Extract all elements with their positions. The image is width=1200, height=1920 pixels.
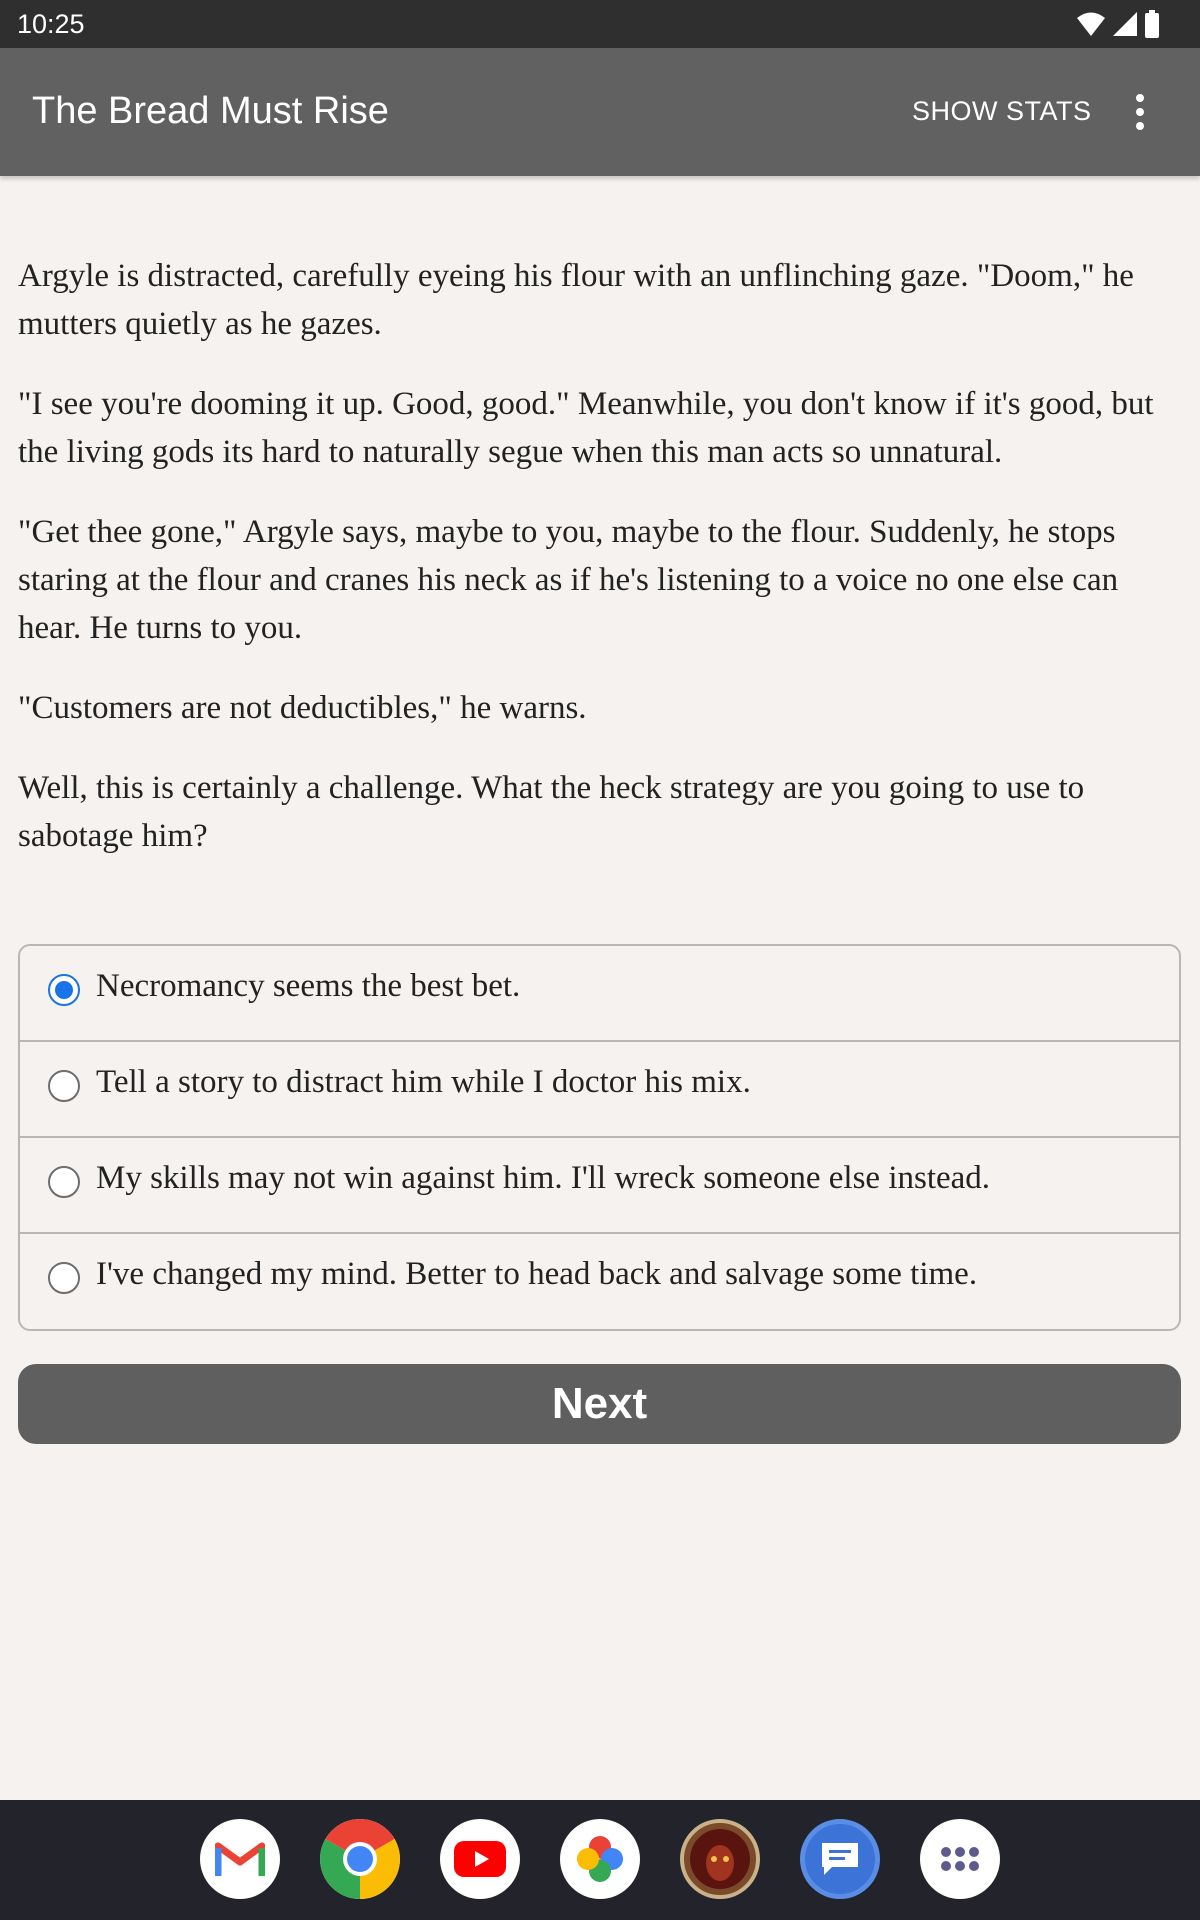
radio-button[interactable]: [48, 1166, 80, 1198]
more-vertical-icon[interactable]: [1124, 92, 1156, 132]
app-title: The Bread Must Rise: [32, 90, 389, 132]
radio-button[interactable]: [48, 974, 80, 1006]
choice-label: I've changed my mind. Better to head back and salvage some time.: [96, 1256, 978, 1292]
app-dock: [0, 1800, 1200, 1920]
status-time: 10:25: [17, 9, 85, 39]
radio-button[interactable]: [48, 1262, 80, 1294]
choice-option[interactable]: [20, 1234, 1179, 1330]
youtube-icon[interactable]: [440, 1819, 520, 1899]
messages-icon[interactable]: [800, 1819, 880, 1899]
battery-icon: [1144, 10, 1160, 38]
chrome-icon[interactable]: [320, 1819, 400, 1899]
app-bar: [0, 48, 1200, 176]
choice-option[interactable]: [20, 946, 1179, 1042]
choice-option[interactable]: [20, 1042, 1179, 1138]
app-drawer-icon[interactable]: [920, 1819, 1000, 1899]
status-bar: [0, 0, 1200, 48]
choice-label: Tell a story to distract him while I doctor his mix.: [96, 1064, 751, 1100]
gmail-icon[interactable]: [200, 1819, 280, 1899]
choice-option[interactable]: [20, 1138, 1179, 1234]
game-app-icon[interactable]: [680, 1819, 760, 1899]
story-paragraph: "Customers are not deductibles," he warns.: [18, 690, 587, 726]
radio-button[interactable]: [48, 1070, 80, 1102]
choice-label: Necromancy seems the best bet.: [96, 968, 521, 1004]
story-paragraph: Argyle is distracted, carefully eyeing his flour with an unflinching gaze. "Doom," he mutters quietly as he gazes.: [18, 258, 1134, 342]
story-paragraph: "Get thee gone," Argyle says, maybe to you, maybe to the flour. Suddenly, he stops staring at the flour and cranes his neck as if he's listening to a voice no one else can hear. He turns to you.: [18, 514, 1119, 646]
choice-label: My skills may not win against him. I'll wreck someone else instead.: [96, 1160, 991, 1196]
wifi-icon: [1076, 11, 1106, 37]
choice-list: [18, 944, 1181, 1331]
status-icons: [1076, 10, 1160, 38]
show-stats-button[interactable]: SHOW STATS: [912, 96, 1092, 126]
story-text: [18, 252, 1188, 892]
next-button[interactable]: Next: [18, 1364, 1181, 1444]
photos-icon[interactable]: [560, 1819, 640, 1899]
story-paragraph: Well, this is certainly a challenge. What the heck strategy are you going to use to sabotage him?: [18, 770, 1085, 854]
story-paragraph: "I see you're dooming it up. Good, good." Meanwhile, you don't know if it's good, but the living gods its hard to naturally segue when this man acts so unnatural.: [18, 386, 1154, 470]
cellular-signal-icon: [1112, 11, 1138, 37]
